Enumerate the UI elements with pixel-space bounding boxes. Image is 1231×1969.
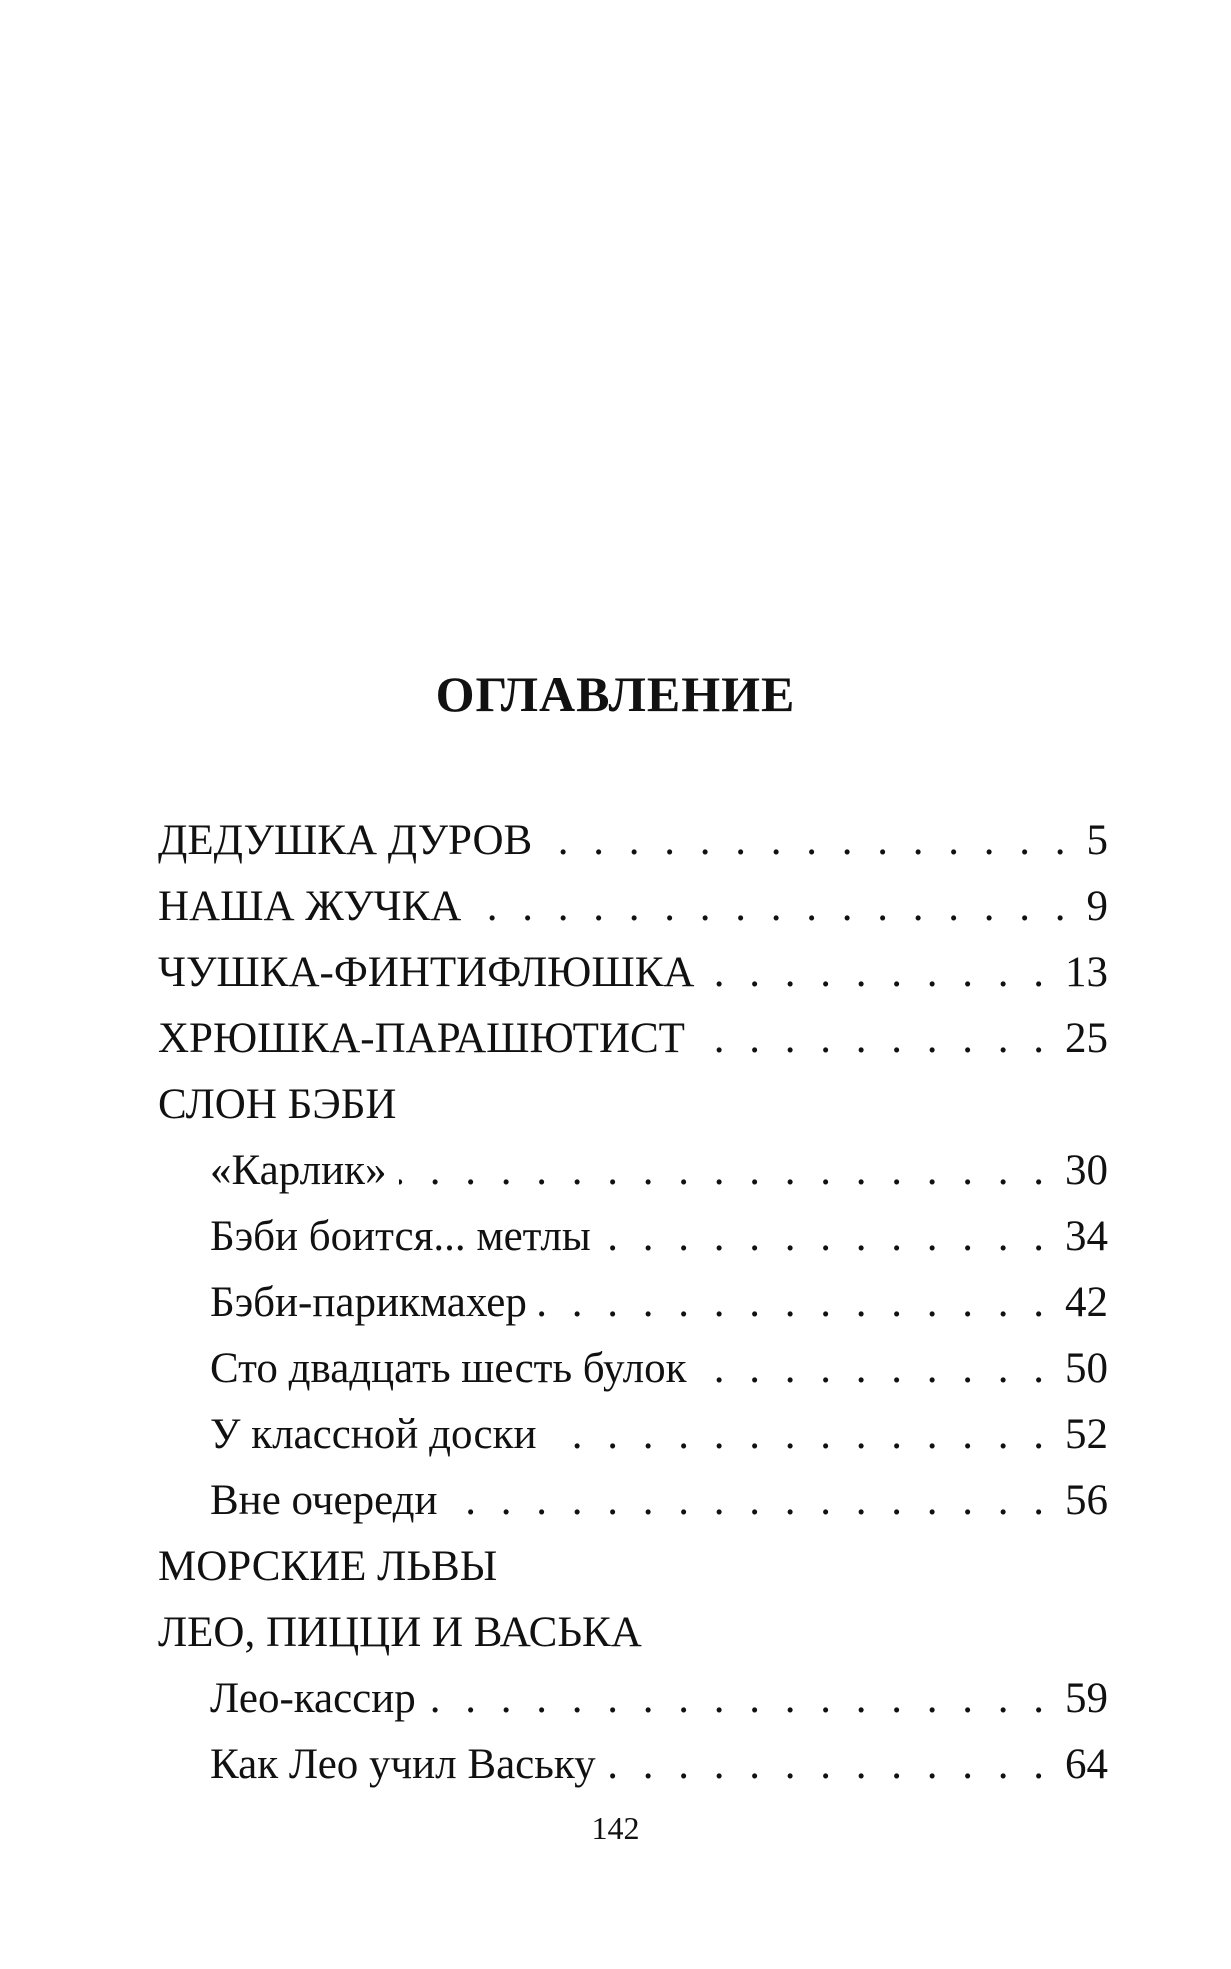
toc-subentry-title: Лео-кассир (210, 1675, 416, 1722)
section-heading-morskie-lvy (158, 1534, 1108, 1666)
toc-subentry[interactable] (158, 1270, 1108, 1336)
toc-subentry-title: Вне очереди (210, 1477, 438, 1524)
dot-leader (544, 808, 1072, 874)
dot-leader (603, 1204, 1051, 1270)
page-number: 142 (591, 1810, 640, 1846)
toc-subentry[interactable] (158, 1336, 1108, 1402)
toc-subentry[interactable] (158, 1204, 1108, 1270)
toc-subentry-page: 56 (1065, 1477, 1108, 1524)
toc-entry[interactable] (158, 808, 1108, 874)
toc-entry-page: 5 (1086, 817, 1108, 864)
toc-subentry-page: 64 (1065, 1741, 1108, 1788)
toc-subentry-page: 34 (1065, 1213, 1108, 1260)
dot-leader (697, 1006, 1051, 1072)
section-heading-slon-bebi: СЛОН БЭБИ (158, 1081, 397, 1128)
dot-leader (473, 874, 1072, 940)
dot-leader (428, 1666, 1051, 1732)
toc-subentry-title: Бэби-парикмахер (210, 1279, 527, 1326)
table-of-contents (158, 808, 1108, 1798)
toc-subentry[interactable] (158, 1666, 1108, 1732)
toc-subentry-page: 42 (1065, 1279, 1108, 1326)
toc-subentry-title: Как Лео учил Ваську (210, 1741, 596, 1788)
section-heading-line: ЛЕО, ПИЦЦИ И ВАСЬКА (158, 1609, 642, 1656)
dot-leader (450, 1468, 1051, 1534)
dot-leader (549, 1402, 1051, 1468)
toc-entry[interactable] (158, 940, 1108, 1006)
toc-subentry-title: Сто двадцать шесть булок (210, 1345, 687, 1392)
toc-subentry-title: У классной доски (210, 1411, 537, 1458)
dot-leader (608, 1732, 1051, 1798)
page-title: ОГЛАВЛЕНИЕ (435, 666, 796, 722)
toc-subentry-page: 50 (1065, 1345, 1108, 1392)
toc-entry[interactable] (158, 1006, 1108, 1072)
dot-leader (539, 1270, 1051, 1336)
toc-subentry-title: «Карлик» (210, 1147, 387, 1194)
toc-subentry[interactable] (158, 1468, 1108, 1534)
toc-entry-title: ДЕДУШКА ДУРОВ (158, 817, 533, 864)
section-heading-line: МОРСКИЕ ЛЬВЫ (158, 1543, 498, 1590)
toc-entry-title: НАША ЖУЧКА (158, 883, 462, 930)
toc-subentry[interactable] (158, 1402, 1108, 1468)
toc-subentry-title: Бэби боится... метлы (210, 1213, 591, 1260)
toc-subentry[interactable] (158, 1138, 1108, 1204)
toc-subentry-page: 52 (1065, 1411, 1108, 1458)
dot-leader (699, 1336, 1051, 1402)
toc-entry-page: 9 (1086, 883, 1108, 930)
toc-entry-page: 13 (1065, 949, 1108, 996)
toc-entry[interactable] (158, 874, 1108, 940)
toc-subentry-page: 30 (1065, 1147, 1108, 1194)
toc-entry-page: 25 (1065, 1015, 1108, 1062)
toc-entry-title: ЧУШКА-ФИНТИФЛЮШКА (158, 949, 695, 996)
dot-leader (399, 1138, 1052, 1204)
toc-entry-title: ХРЮШКА-ПАРАШЮТИСТ (158, 1015, 685, 1062)
toc-subentry[interactable] (158, 1732, 1108, 1798)
toc-subentry-page: 59 (1065, 1675, 1108, 1722)
dot-leader (706, 940, 1051, 1006)
